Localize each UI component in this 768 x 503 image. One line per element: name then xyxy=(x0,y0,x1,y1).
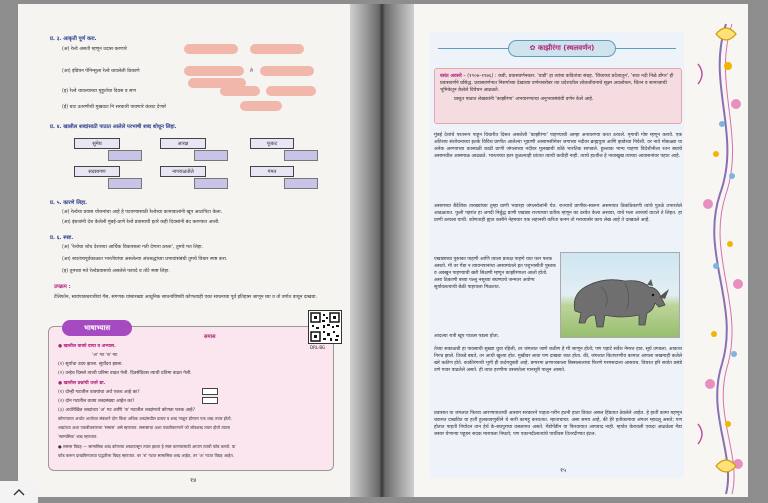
ex-line-2: 'अ' गट 'ब' गट xyxy=(92,353,118,358)
upkram-title: उपक्रम : xyxy=(54,284,71,290)
q3-connector: ते xyxy=(250,69,253,74)
left-page xyxy=(18,4,350,497)
ex-line-1: ● खालील वाक्ये वाचा व अभ्यास. xyxy=(58,344,116,349)
q4-title: प्र. ४. खालील शब्दांसाठी पाठात आलेले परभाषी शब्द शोधून लिहा. xyxy=(50,124,177,130)
paragraph-3: एखाद्याच्या पुस्तका पाहणी आणि त्याला प्रत्यक्ष पाहणे यात फार फरक असतो. मी तर गेंडा न त्यावनपानांचा आसामांतले ह्रत पशुभासीती पुस्तक व अक्खुन पाहण्याची खरी सिक्षणी म्हणून काझीरंगाला आलो होतो. असा ठिकाणी बच्या पल्लु नसूच्या बघण्याचे जन्मतर अयोग्य सूर्यावलत्याची बेळी पाहायला मिळतात. xyxy=(434,257,556,290)
lesson-title-text: काझीरंगा (स्थलवर्णन) xyxy=(537,44,595,52)
lesson-title xyxy=(508,40,616,57)
q3-blank-4 xyxy=(260,66,314,76)
q4-word-2: आरक्ष xyxy=(160,138,206,149)
author-intro-tail: प्रस्तुत पाठात लेखकांनी 'काझीरंगा' अभयारण्याचा अनुभवासंबंधी वर्णन केले आहे. xyxy=(454,97,594,102)
q4-answer-4 xyxy=(108,178,142,189)
q4-word-5: नागराळतोले xyxy=(160,166,206,177)
right-page-number: १५ xyxy=(560,467,567,474)
q4-answer-3 xyxy=(284,150,318,161)
q6-line-b: (आ) स्वातंत्र्यपूर्वकाळात भारतीयांचा असलेल्या अंधश्रद्धांच्या प्रभावांसंबंधी तुमचे विचार स्पष्ट करा. xyxy=(62,257,228,262)
rhino-image xyxy=(560,252,680,338)
flower-corner xyxy=(716,28,736,472)
q4-word-3: फूकट xyxy=(250,138,294,149)
q3-blank-6 xyxy=(220,86,260,96)
bhasha-title: भाषाभ्यास xyxy=(62,320,132,336)
q4-word-1: सुमेघ xyxy=(74,138,120,149)
q6-line-a: (अ) 'रेल्वेचा शोध देशाच्या आर्थिक विकासाला गती देणारा ठरला', तुमचे मत लिहा. xyxy=(62,245,204,250)
q5-title: प्र. ५. कारणे लिहा. xyxy=(50,200,88,206)
book-spine xyxy=(350,4,414,497)
q4-answer-6 xyxy=(284,178,318,189)
paragraph-4: आदल्या रात्री खूप पाऊस पडला होता. xyxy=(434,334,500,339)
author-intro-box xyxy=(434,68,682,124)
q3-blank-8 xyxy=(240,101,282,111)
q3-line-d: (ई) घाट उतरणीची मुखवटा नि सरकारी पावणारे कंत्राट देणारे xyxy=(62,105,166,110)
upkram-text: टेलिफोन, स्वयंपाकघराचीयां गॅस, संगणक यांसारख्या आधुनिक साधनांविषयी कोणत्याही एका साधनाचा पूर्व इतिहास जाणून घ्या व तो वर्गात वाचून दाखवा. xyxy=(54,295,318,300)
ex-line-13: फोड करून दाखविण्याच्या पद्धतीला विग्रह म्हणतात. वर 'ब' गटात सामासिक शब्द आहेत, तर 'अ' गटात विग्रह आहेत. xyxy=(58,453,235,458)
chevron-up-icon xyxy=(13,488,25,496)
q6-title: प्र. ६. स्पष्ट. xyxy=(50,235,74,241)
ex-line-9: कोणत्याचा अर्थात अर्थाच्या संबंधाने दोन किंवा अधिक शब्दांमधील प्रत्यय व शब्द गाळून होणारा एक शब्द तयार होतो. xyxy=(58,416,232,421)
ex-line-11: 'सामासिक' शब्द म्हणतात. xyxy=(58,434,98,439)
q3-line-c: (इ) रेल्वे धावल्याच्या मुहूर्ताचा दिवस व सण xyxy=(62,89,136,94)
paragraph-1: मुंबई देशांचे परतरूप पाहून विचारीत दिसत असलेली 'काझीरंगा' पाहण्याची आम्हा अनावरण्या करत ठरवले. मृगाची गोष्ट म्हणून करावे. एक अतिशय संशोधनाच्या इतके विविध प्राणीत आलेल्या भूप्राणी आसामसीमेवर जगाच्या नदीवर ब्राह्मपुत्रा आणि झाडेच्या निवेशी. वर नावे मोकळ्या या अनेक अरण्याच्या वतस्थळी काढी प्राणी जंगलाच्या नदीवर मुलखाची कोठे भारतिक सापडले. हुल्लाक भाग्य पाहणा विदेशीनीला रतन बघाचे असामधील आसमाळ आढळते. भारताच्या इतर कुठल्याही प्रांतात त्याची कधीही नाही. त्याचे हाताील हे नावाखुख त्याच्या आवासनांवर पहात आहे. xyxy=(434,133,682,159)
author-name: वसंत अवसरे xyxy=(440,74,462,79)
q5-line-a: (अ) रेल्वेचा प्रवास योजनांचा आहे हे पटवण्यासाठी रेल्वेच्या कामावालांनी खूप आटापिटा केला. xyxy=(62,210,223,215)
q4-answer-5 xyxy=(194,178,228,189)
paragraph-2: असामच्या बैदेशिक तारख्यांच्या तुम्हा प्राणी भवारहा जंगलरोलांनी येत. राज्याचे प्राणीक-स्वरूप असमायत ठिकठिकाणी त्यांचे पुतळे उभारलेले आढळतात. फुली पहरांत हा अगदी निर्बुद्ध प्राणी एखाद्या राज्याच्या प्रतीक म्हणून का ठरवेत केला असावा, याचे मला आश्चर्य वाटले ते लिहत. हा प्राणी ठरवला याची. कोणताही ह्यात कसीने नेहमवार एक लहानसी करिता कनम तो मराव्यासेर काय लेख आहे ते दाखवले आहे. xyxy=(434,204,682,223)
q4-word-4: सदस्यगण xyxy=(74,166,120,177)
q5-line-b: (आ) इंग्रजांनी देश केलेली मुंबई-ठाणे रेल्वे प्रवासाची इतरे कही दिवसांनी बंद करण्यात आली. xyxy=(62,220,220,225)
q4-answer-1 xyxy=(108,150,142,161)
q3-blank-1 xyxy=(184,44,238,54)
q3-blank-2 xyxy=(250,44,304,54)
floral-border xyxy=(686,4,748,497)
left-page-number: १४ xyxy=(190,477,197,484)
q4-word-6: गंमत xyxy=(250,166,294,177)
ex-line-6: (१) दोन्ही गटातील वाक्यांचा अर्थ एकच आहे का? xyxy=(58,390,140,395)
author-intro-text: – (१९०७–१९७६) : कवी, प्रवासवर्णनकार. 'वाडी' हा त्यांचा कवितांचा संग्रह. 'विंध्याचा प्रदेशातून', 'सात नदी निळे डोंगर' ही प्रवासवर्णने प्रसिद्ध. प्रवासवर्णनात निसर्गाच्या देखाव्या वर्णनाबरोबर त्या प्रदेशातील लोकजीवनाचे सूक्ष्म अवलोकन, चिंतन व सामाजाची भूमिकेतून केलेले विवेचन आढळते. xyxy=(440,74,674,93)
answer-box-1[interactable] xyxy=(202,388,218,395)
qr-code xyxy=(308,310,342,344)
q6-line-c: (इ) तुमच्या मते रेल्वेप्रवासाचे असलेले फायदे व तोटे स्पष्ट लिहा. xyxy=(62,269,170,274)
q3-title: प्र. ३. आकृती पूर्ण करा. xyxy=(50,36,97,42)
ex-line-5: ● खालील प्रश्नांची उत्तरे द्या. xyxy=(58,381,106,386)
collapse-toolbar-button[interactable] xyxy=(0,481,38,503)
ex-line-3: (१) सूर्याचा उदय झाला. सूर्योदय झाला. xyxy=(58,362,123,367)
q3-line-a: (अ) रेल्वे असती म्हणून उदास करणारे xyxy=(62,47,127,52)
ex-line-8: (३) अधोरेखित शब्दांच्या 'अ' गट आणि 'ब' गटातील शब्दांमध्ये कोणता फरक आहे? xyxy=(58,408,196,413)
q3-blank-7 xyxy=(266,86,316,96)
qr-label: DRL-BG xyxy=(310,345,326,350)
ex-line-7: (२) दोन गटातील वाक्य शब्दसंख्या आहेत का? xyxy=(58,399,135,404)
title-rule-left xyxy=(438,48,508,49)
ex-line-12: ● समास विग्रह — सामासिक शब्द कोणत्या शब्दापासून तयार झाला हे स्पष्ट करण्यासाठी आपण त्याची फोड करतो. या xyxy=(58,444,236,449)
ex-line-4: (२) उन्हेच दिसले त्याची प्रतिमा वाढत गेली. दिवसेंदिवस त्याची प्रतिमा वाढत गेली. xyxy=(58,371,192,376)
title-rule-right xyxy=(616,48,676,49)
q3-blank-3 xyxy=(184,66,244,76)
paragraph-6: प्रवासात या जंगलात फिरवा आरण्यपालाची आसाम सरकारने पाहता-परीन हतनी हाता विकत असल हिंडतात ठेवलेले आहेत. हे हातीं कामा महणून चकमत दाखवित या हत्तीं हुलकावणुकीने थे सारी कामहू करवतात. म्हाताचाचा: असा समय आहे, की हेरे हतीकामावा अंगतर म्हादलू असते; पण होतात पाहती नियोदन तान हेर्थ के-बचपुराचा वसलामत असते. गेंडोपेंडीन या फिरवायात आपवाद नाही. म्हावेत केरावली एकदा आढळेला गेंडा जसार येणाऱ्या पहूडन सदक मारायला निघतो; पण एकानदीलात्यांचे पार्थीवस तितरदीणात इंटल. xyxy=(434,411,682,437)
right-page xyxy=(414,4,748,497)
q3-line-b: (आ) इंडियन पेनिन्सुला रेल्वे धावलेली ठिकाणे xyxy=(62,69,140,74)
answer-box-2[interactable] xyxy=(202,397,218,404)
flower-icon: ✿ xyxy=(529,44,538,52)
samas-title: समास xyxy=(204,334,216,340)
ex-line-10: शब्दांच्या अशा एकत्रीकरणाला 'समास' असे म्हणतात. समासाचा अशा एकत्रीकरणाने जो जोडशब्द तयार होतो त्याला xyxy=(58,425,230,430)
paragraph-5: तेच्या सकाळची हा पावसाची सुख्या धुवा रहिली, तर जंगलात जाणे कठीण हे मी जाणून होतो; पण पहाटे सर्वेश नेमरत हाव. सूर्य उगवला. आकाश निरभ्र झाले. तिकडे बघते, तर आधी खुल्या होत. मुखीवर लावा पण दाखवा जात होता. की, जंगलात कितपरणीय कामात आपला जखमाही कलेले खरे कठीण होते. काकीरंगाची भूमी ही कर्दमयुक्ती आहे. डम्परमा क्षणाजकाला बिस्सलालाचा फिरणे गरमसदाला आसवच. विचरत हरि सर्वात प्रसंडे उणे गावर वाढलेले असते. ही त्यात हरणीमा वससतेला मानसूरी पालून आसते. xyxy=(434,347,682,373)
q4-answer-2 xyxy=(194,150,228,161)
